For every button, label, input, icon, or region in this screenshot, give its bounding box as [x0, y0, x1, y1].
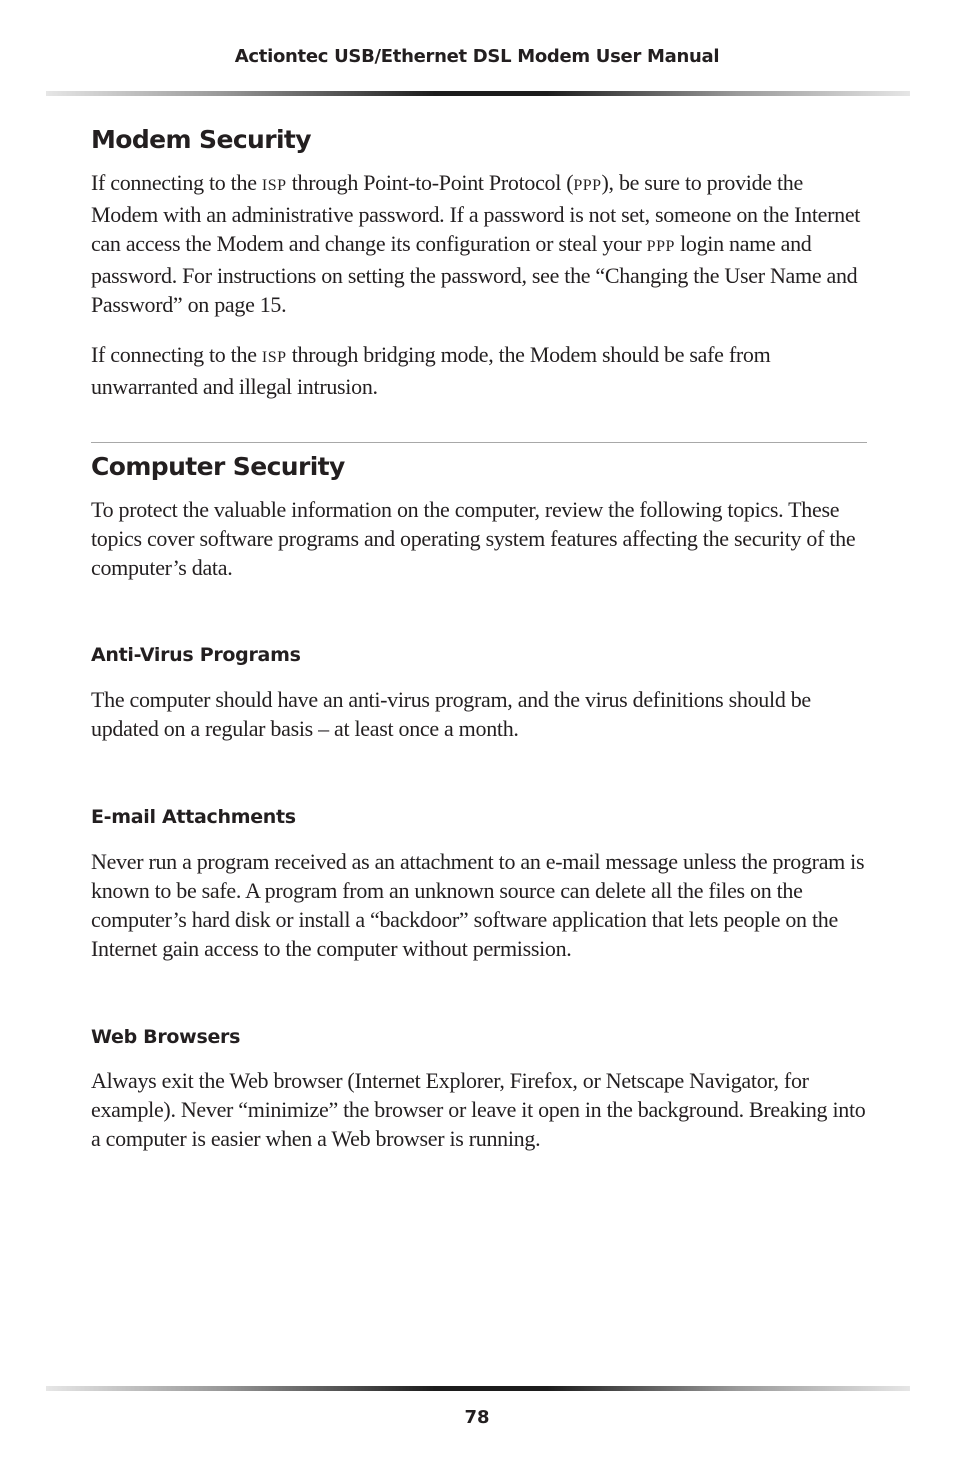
footer-rule — [46, 1386, 910, 1391]
ppp-abbrev: PPP — [573, 177, 602, 194]
running-header: Actiontec USB/Ethernet DSL Modem User Manual — [234, 46, 720, 67]
anti-virus-heading: Anti-Virus Programs — [91, 644, 301, 666]
email-attachments-heading: E-mail Attachments — [91, 805, 296, 828]
isp-abbrev: ISP — [261, 349, 287, 366]
modem-security-heading: Modem Security — [91, 125, 311, 154]
text-run: If connecting to the — [91, 342, 262, 367]
computer-security-heading: Computer Security — [91, 452, 345, 481]
text-run: login name and password. For instructions on setting the password, see the “Changing the User Name and Password” on page 15. — [91, 231, 858, 317]
page-number: 78 — [464, 1407, 490, 1428]
text-run: ), be sure to provide the Modem with an administrative password. If a password is not set, someone on the Internet can access the Modem and change its configuration or steal your — [91, 170, 861, 256]
text-run: through Point-to-Point Protocol ( — [286, 170, 574, 195]
text-run: If connecting to the — [91, 170, 262, 195]
page-content — [91, 125, 867, 1153]
section-divider — [91, 442, 867, 443]
web-browsers-text: Always exit the Web browser (Internet Explorer, Firefox, or Netscape Navigator, for example). Never “minimize” the browser or leave it open in the background. Breaking into a computer is easier when a Web browser is running. — [91, 1068, 866, 1152]
email-attachments-text: Never run a program received as an attachment to an e-mail message unless the program is known to be safe. A program from an unknown source can delete all the files on the computer’s hard disk or install a “backdoor” software application that lets people on the Internet gain access to the computer without permission. — [91, 848, 865, 961]
modem-security-paragraph-2 — [91, 340, 867, 401]
ppp-abbrev: PPP — [646, 238, 675, 255]
header-rule — [46, 91, 910, 96]
computer-security-intro: To protect the valuable information on the computer, review the following topics. These topics cover software programs and operating system features affecting the security of the computer’s data. — [91, 497, 856, 580]
isp-abbrev: ISP — [261, 177, 287, 194]
modem-security-paragraph-1 — [91, 168, 867, 319]
web-browsers-heading: Web Browsers — [91, 1025, 241, 1048]
text-run: through bridging mode, the Modem should be safe from unwarranted and illegal intrusion. — [91, 342, 771, 399]
anti-virus-text: The computer should have an anti-virus program, and the virus definitions should be updated on a regular basis – at least once a month. — [91, 686, 811, 741]
